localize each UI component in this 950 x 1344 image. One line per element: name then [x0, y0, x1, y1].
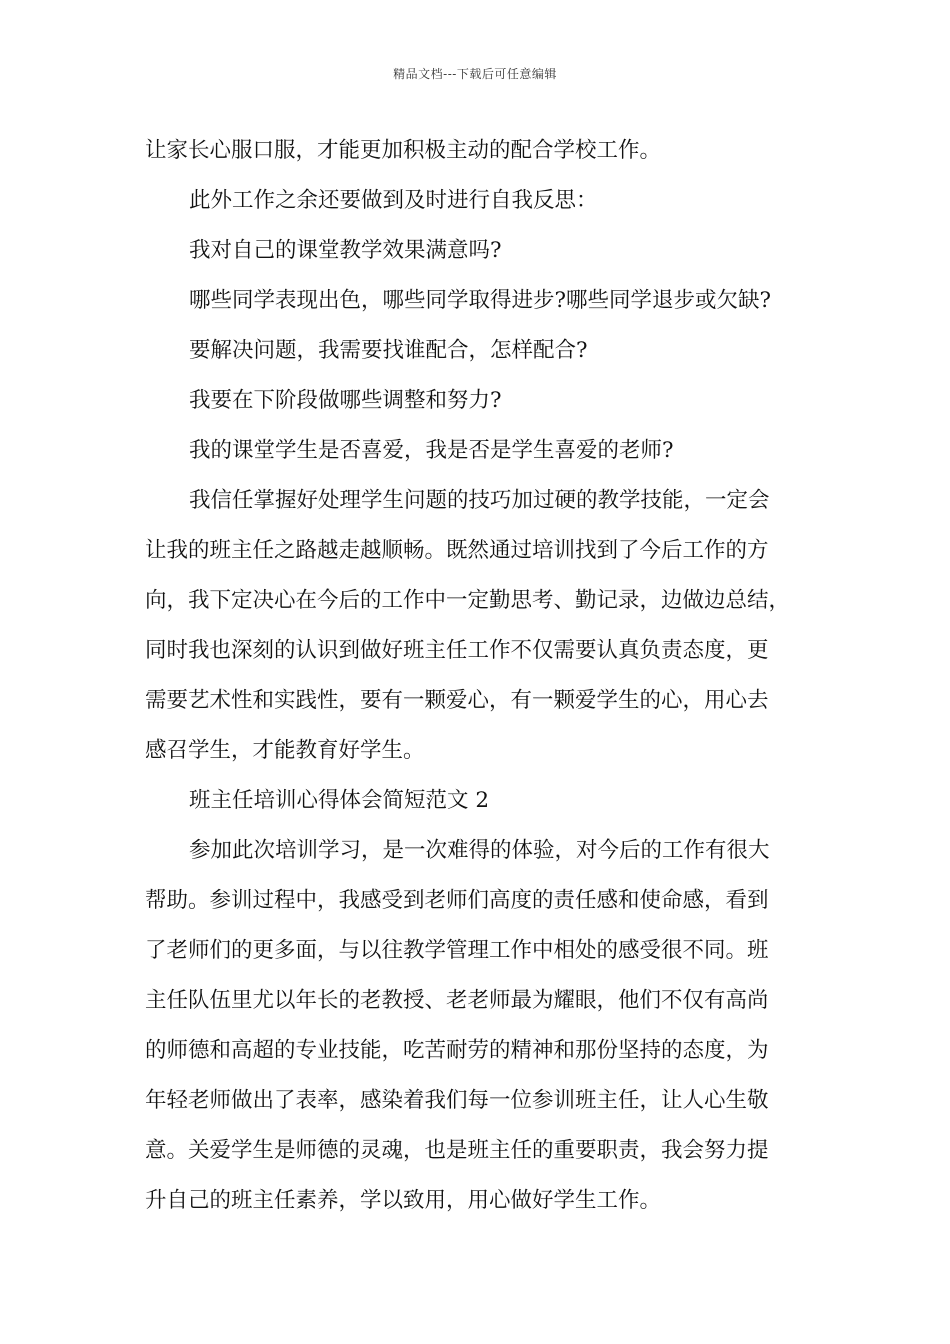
- text-line: 帮助。参训过程中，我感受到老师们高度的责任感和使命感，看到: [145, 888, 769, 913]
- text-line: 我要在下阶段做哪些调整和努力?: [189, 388, 502, 413]
- text-line: 需要艺术性和实践性，要有一颗爱心，有一颗爱学生的心，用心去: [145, 688, 769, 713]
- text-line: 意。关爱学生是师德的灵魂，也是班主任的重要职责，我会努力提: [145, 1138, 769, 1163]
- text-line: 我的课堂学生是否喜爱，我是否是学生喜爱的老师?: [189, 438, 674, 463]
- text-line: 要解决问题，我需要找谁配合，怎样配合?: [189, 338, 588, 363]
- text-line: 让家长心服口服，才能更加积极主动的配合学校工作。: [145, 138, 662, 163]
- text-line: 了老师们的更多面，与以往教学管理工作中相处的感受很不同。班: [145, 938, 769, 963]
- section-heading: 班主任培训心得体会简短范文 2: [189, 788, 490, 813]
- text-line: 同时我也深刻的认识到做好班主任工作不仅需要认真负责态度，更: [145, 638, 769, 663]
- text-line: 让我的班主任之路越走越顺畅。既然通过培训找到了今后工作的方: [145, 538, 769, 563]
- text-line: 年轻老师做出了表率，感染着我们每一位参训班主任，让人心生敬: [145, 1088, 769, 1113]
- text-line: 哪些同学表现出色，哪些同学取得进步?哪些同学退步或欠缺?: [189, 288, 772, 313]
- text-line: 参加此次培训学习，是一次难得的体验，对今后的工作有很大: [189, 838, 770, 863]
- text-line: 我对自己的课堂教学效果满意吗?: [189, 238, 502, 263]
- text-line: 主任队伍里尤以年长的老教授、老老师最为耀眼，他们不仅有高尚: [145, 988, 769, 1013]
- page-header: 精品文档---下载后可任意编辑: [393, 67, 557, 81]
- text-line: 升自己的班主任素养，学以致用，用心做好学生工作。: [145, 1188, 662, 1213]
- text-line: 此外工作之余还要做到及时进行自我反思：: [189, 188, 598, 213]
- text-line: 的师德和高超的专业技能，吃苦耐劳的精神和那份坚持的态度，为: [145, 1038, 769, 1063]
- document-body: [145, 126, 835, 1226]
- text-line: 感召学生，才能教育好学生。: [145, 738, 425, 763]
- text-line: 我信任掌握好处理学生问题的技巧加过硬的教学技能，一定会: [189, 488, 770, 513]
- text-line: 向，我下定决心在今后的工作中一定勤思考、勤记录，边做边总结，: [145, 588, 791, 613]
